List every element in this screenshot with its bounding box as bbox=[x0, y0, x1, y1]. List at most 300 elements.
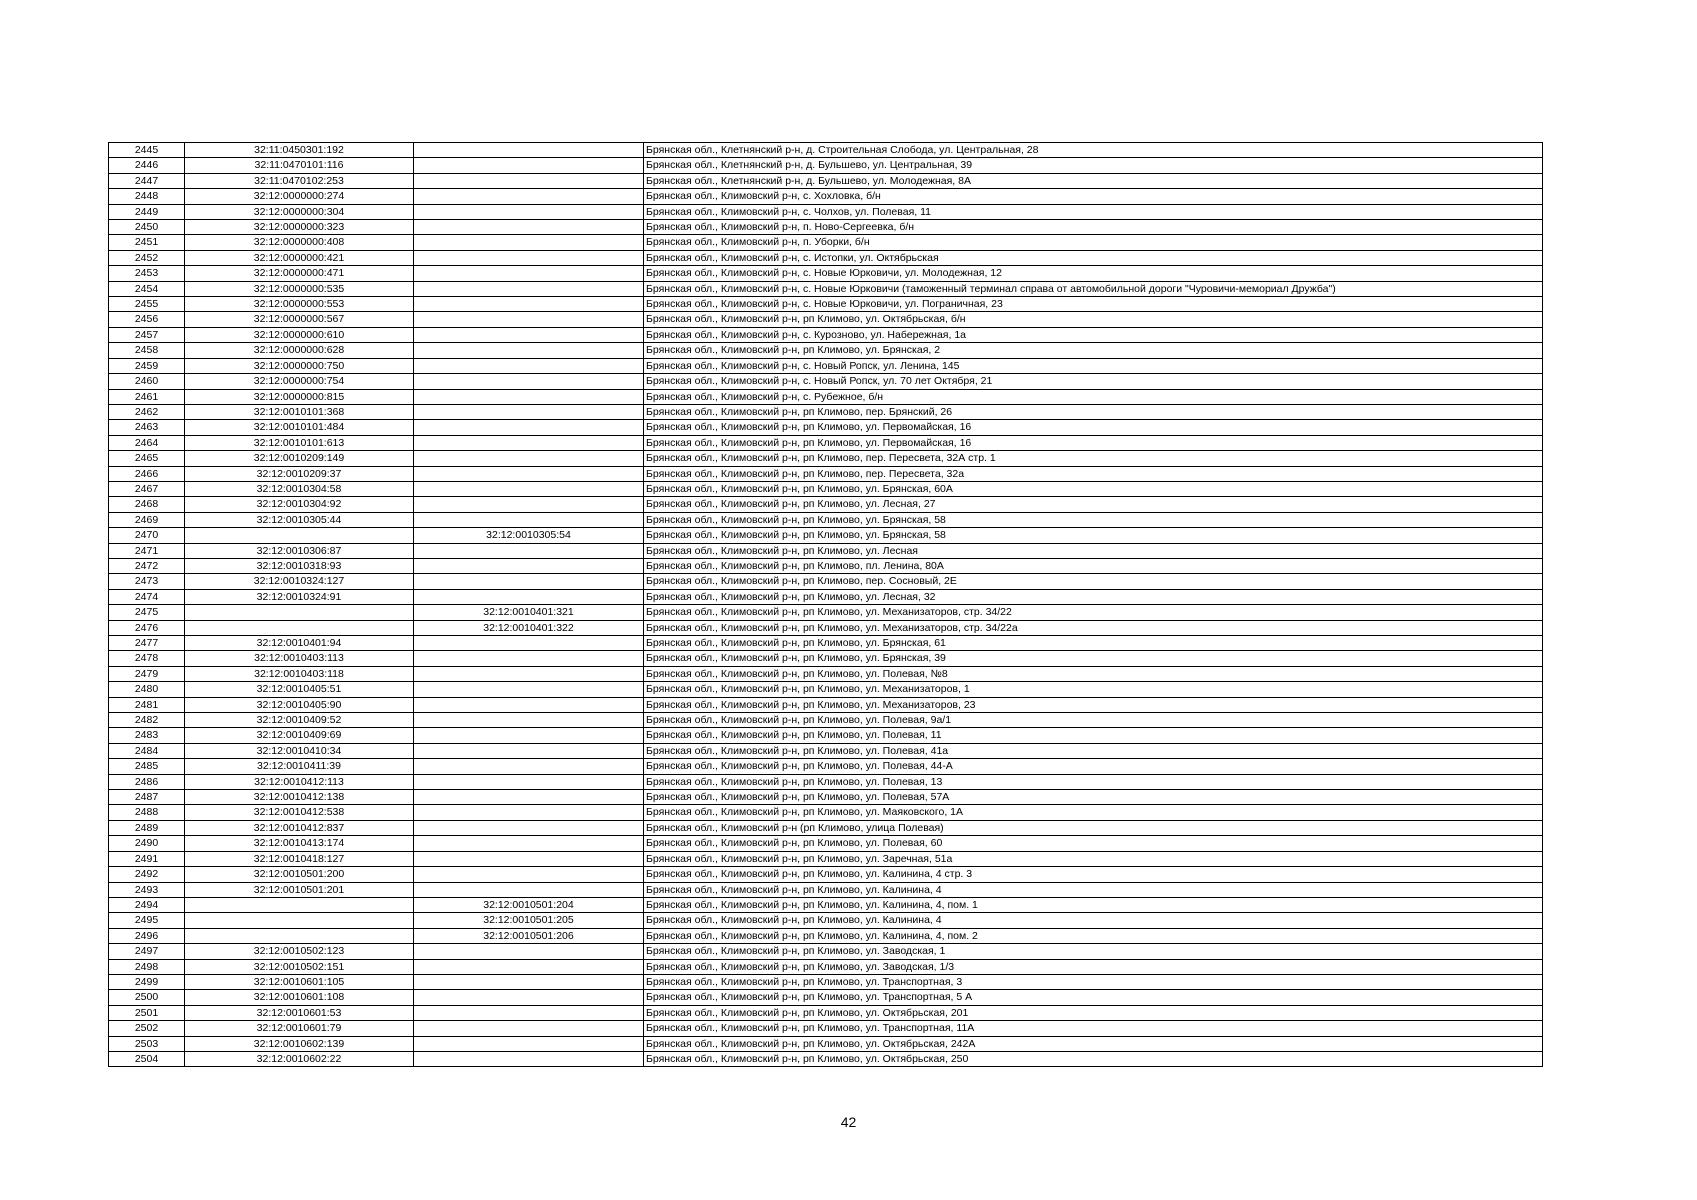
row-number-cell: 2453 bbox=[109, 266, 185, 281]
table-row bbox=[109, 235, 1543, 250]
address-cell: Брянская обл., Климовский р-н, рп Климово, ул. Брянская, 2 bbox=[644, 343, 1543, 358]
property-table bbox=[108, 142, 1543, 1067]
table-row bbox=[109, 343, 1543, 358]
cadastral-number-cell: 32:12:0010101:484 bbox=[185, 420, 414, 435]
address-cell: Брянская обл., Климовский р-н, рп Климово, пер. Пересвета, 32А стр. 1 bbox=[644, 451, 1543, 466]
cadastral-number-cell: 32:12:0010405:90 bbox=[185, 697, 414, 712]
address-cell: Брянская обл., Климовский р-н, рп Климово, ул. Транспортная, 11А bbox=[644, 1021, 1543, 1036]
row-number-cell: 2447 bbox=[109, 173, 185, 188]
cadastral-number-cell bbox=[185, 897, 414, 912]
table-row bbox=[109, 805, 1543, 820]
cadastral-number-extra-cell bbox=[414, 297, 644, 312]
row-number-cell: 2504 bbox=[109, 1051, 185, 1066]
cadastral-number-extra-cell: 32:12:0010305:54 bbox=[414, 528, 644, 543]
address-cell: Брянская обл., Климовский р-н, с. Новый Ропск, ул. 70 лет Октября, 21 bbox=[644, 374, 1543, 389]
cadastral-number-extra-cell bbox=[414, 1051, 644, 1066]
cadastral-number-cell: 32:12:0010209:149 bbox=[185, 451, 414, 466]
table-row bbox=[109, 420, 1543, 435]
cadastral-number-cell bbox=[185, 605, 414, 620]
table-row bbox=[109, 1021, 1543, 1036]
cadastral-number-cell: 32:11:0450301:192 bbox=[185, 143, 414, 158]
cadastral-number-extra-cell bbox=[414, 805, 644, 820]
address-cell: Брянская обл., Климовский р-н, с. Чолхов, ул. Полевая, 11 bbox=[644, 204, 1543, 219]
address-cell: Брянская обл., Климовский р-н, рп Климово, ул. Лесная bbox=[644, 543, 1543, 558]
address-cell: Брянская обл., Климовский р-н, рп Климово, ул. Полевая, 57А bbox=[644, 790, 1543, 805]
row-number-cell: 2484 bbox=[109, 743, 185, 758]
cadastral-number-cell: 32:12:0010413:174 bbox=[185, 836, 414, 851]
table-row bbox=[109, 836, 1543, 851]
address-cell: Брянская обл., Климовский р-н, рп Климово, ул. Калинина, 4 bbox=[644, 913, 1543, 928]
row-number-cell: 2490 bbox=[109, 836, 185, 851]
cadastral-number-extra-cell bbox=[414, 1021, 644, 1036]
row-number-cell: 2445 bbox=[109, 143, 185, 158]
row-number-cell: 2492 bbox=[109, 867, 185, 882]
address-cell: Брянская обл., Климовский р-н, рп Климово, ул. Октябрьская, б/н bbox=[644, 312, 1543, 327]
cadastral-number-extra-cell bbox=[414, 312, 644, 327]
table-row bbox=[109, 558, 1543, 573]
cadastral-number-extra-cell bbox=[414, 358, 644, 373]
table-row bbox=[109, 959, 1543, 974]
row-number-cell: 2459 bbox=[109, 358, 185, 373]
table-row bbox=[109, 466, 1543, 481]
table-row bbox=[109, 944, 1543, 959]
address-cell: Брянская обл., Климовский р-н, рп Климово, пл. Ленина, 80А bbox=[644, 558, 1543, 573]
address-cell: Брянская обл., Климовский р-н, с. Новые Юрковичи, ул. Пограничная, 23 bbox=[644, 297, 1543, 312]
row-number-cell: 2458 bbox=[109, 343, 185, 358]
table-row bbox=[109, 743, 1543, 758]
cadastral-number-extra-cell bbox=[414, 235, 644, 250]
table-row bbox=[109, 389, 1543, 404]
cadastral-number-extra-cell bbox=[414, 143, 644, 158]
address-cell: Брянская обл., Климовский р-н, рп Климово, ул. Калинина, 4 bbox=[644, 882, 1543, 897]
address-cell: Брянская обл., Климовский р-н, рп Климово, ул. Первомайская, 16 bbox=[644, 420, 1543, 435]
table-row bbox=[109, 404, 1543, 419]
address-cell: Брянская обл., Климовский р-н, рп Климово, ул. Механизаторов, стр. 34/22 bbox=[644, 605, 1543, 620]
address-cell: Брянская обл., Климовский р-н, рп Климово, ул. Полевая, 9а/1 bbox=[644, 713, 1543, 728]
cadastral-number-extra-cell bbox=[414, 1005, 644, 1020]
table-row bbox=[109, 913, 1543, 928]
address-cell: Брянская обл., Климовский р-н, п. Ново-Сергеевка, б/н bbox=[644, 220, 1543, 235]
table-row bbox=[109, 697, 1543, 712]
table-row bbox=[109, 481, 1543, 496]
cadastral-number-cell: 32:11:0470101:116 bbox=[185, 158, 414, 173]
table-row bbox=[109, 1051, 1543, 1066]
row-number-cell: 2501 bbox=[109, 1005, 185, 1020]
cadastral-number-extra-cell bbox=[414, 867, 644, 882]
row-number-cell: 2481 bbox=[109, 697, 185, 712]
table-row bbox=[109, 651, 1543, 666]
address-cell: Брянская обл., Клетнянский р-н, д. Бульшево, ул. Центральная, 39 bbox=[644, 158, 1543, 173]
cadastral-number-cell: 32:12:0010418:127 bbox=[185, 851, 414, 866]
address-cell: Брянская обл., Климовский р-н, рп Климово, ул. Заречная, 51а bbox=[644, 851, 1543, 866]
cadastral-number-extra-cell bbox=[414, 820, 644, 835]
row-number-cell: 2485 bbox=[109, 759, 185, 774]
row-number-cell: 2480 bbox=[109, 682, 185, 697]
row-number-cell: 2461 bbox=[109, 389, 185, 404]
address-cell: Брянская обл., Климовский р-н, рп Климово, пер. Сосновый, 2Е bbox=[644, 574, 1543, 589]
cadastral-number-cell: 32:12:0000000:610 bbox=[185, 327, 414, 342]
table-row bbox=[109, 297, 1543, 312]
cadastral-number-extra-cell bbox=[414, 774, 644, 789]
table-row bbox=[109, 451, 1543, 466]
table-row bbox=[109, 589, 1543, 604]
cadastral-number-cell: 32:12:0000000:323 bbox=[185, 220, 414, 235]
row-number-cell: 2488 bbox=[109, 805, 185, 820]
row-number-cell: 2482 bbox=[109, 713, 185, 728]
cadastral-number-cell: 32:12:0010403:118 bbox=[185, 666, 414, 681]
row-number-cell: 2483 bbox=[109, 728, 185, 743]
address-cell: Брянская обл., Климовский р-н, с. Хохловка, б/н bbox=[644, 189, 1543, 204]
table-row bbox=[109, 620, 1543, 635]
cadastral-number-cell: 32:12:0000000:628 bbox=[185, 343, 414, 358]
table-row bbox=[109, 897, 1543, 912]
cadastral-number-cell: 32:12:0010403:113 bbox=[185, 651, 414, 666]
row-number-cell: 2446 bbox=[109, 158, 185, 173]
cadastral-number-extra-cell bbox=[414, 959, 644, 974]
cadastral-number-cell: 32:12:0000000:535 bbox=[185, 281, 414, 296]
cadastral-number-cell: 32:12:0010318:93 bbox=[185, 558, 414, 573]
cadastral-number-cell bbox=[185, 528, 414, 543]
row-number-cell: 2469 bbox=[109, 512, 185, 527]
cadastral-number-extra-cell bbox=[414, 173, 644, 188]
table-row bbox=[109, 790, 1543, 805]
table-row bbox=[109, 312, 1543, 327]
cadastral-number-extra-cell bbox=[414, 435, 644, 450]
cadastral-number-cell: 32:12:0000000:754 bbox=[185, 374, 414, 389]
table-row bbox=[109, 1005, 1543, 1020]
cadastral-number-cell: 32:12:0010502:123 bbox=[185, 944, 414, 959]
row-number-cell: 2462 bbox=[109, 404, 185, 419]
row-number-cell: 2486 bbox=[109, 774, 185, 789]
address-cell: Брянская обл., Климовский р-н, рп Климово, ул. Транспортная, 5 А bbox=[644, 990, 1543, 1005]
cadastral-number-extra-cell bbox=[414, 713, 644, 728]
cadastral-number-extra-cell bbox=[414, 666, 644, 681]
table-row bbox=[109, 820, 1543, 835]
cadastral-number-cell: 32:12:0010409:52 bbox=[185, 713, 414, 728]
address-cell: Брянская обл., Климовский р-н, рп Климово, ул. Полевая, 41а bbox=[644, 743, 1543, 758]
cadastral-number-extra-cell bbox=[414, 204, 644, 219]
row-number-cell: 2489 bbox=[109, 820, 185, 835]
table-row bbox=[109, 281, 1543, 296]
cadastral-number-cell: 32:12:0010411:39 bbox=[185, 759, 414, 774]
address-cell: Брянская обл., Климовский р-н, рп Климово, ул. Полевая, 13 bbox=[644, 774, 1543, 789]
row-number-cell: 2452 bbox=[109, 250, 185, 265]
cadastral-number-cell: 32:12:0010601:108 bbox=[185, 990, 414, 1005]
address-cell: Брянская обл., Климовский р-н, рп Климово, ул. Транспортная, 3 bbox=[644, 974, 1543, 989]
table-row bbox=[109, 512, 1543, 527]
cadastral-number-cell: 32:12:0010324:91 bbox=[185, 589, 414, 604]
row-number-cell: 2491 bbox=[109, 851, 185, 866]
cadastral-number-cell: 32:12:0000000:274 bbox=[185, 189, 414, 204]
address-cell: Брянская обл., Климовский р-н, рп Климово, ул. Полевая, 60 bbox=[644, 836, 1543, 851]
address-cell: Брянская обл., Климовский р-н, рп Климово, ул. Механизаторов, 1 bbox=[644, 682, 1543, 697]
cadastral-number-extra-cell bbox=[414, 343, 644, 358]
row-number-cell: 2493 bbox=[109, 882, 185, 897]
address-cell: Брянская обл., Климовский р-н, рп Климово, ул. Брянская, 58 bbox=[644, 528, 1543, 543]
cadastral-number-extra-cell bbox=[414, 574, 644, 589]
table-row bbox=[109, 220, 1543, 235]
cadastral-number-extra-cell bbox=[414, 451, 644, 466]
cadastral-number-cell: 32:12:0010305:44 bbox=[185, 512, 414, 527]
table-row bbox=[109, 528, 1543, 543]
table-row bbox=[109, 759, 1543, 774]
cadastral-number-cell bbox=[185, 928, 414, 943]
table-row bbox=[109, 974, 1543, 989]
cadastral-number-extra-cell bbox=[414, 759, 644, 774]
table-row bbox=[109, 928, 1543, 943]
cadastral-number-cell: 32:12:0010304:58 bbox=[185, 481, 414, 496]
row-number-cell: 2467 bbox=[109, 481, 185, 496]
table-row bbox=[109, 682, 1543, 697]
table-row bbox=[109, 158, 1543, 173]
cadastral-number-extra-cell bbox=[414, 790, 644, 805]
cadastral-number-extra-cell bbox=[414, 497, 644, 512]
address-cell: Брянская обл., Климовский р-н, рп Климово, ул. Маяковского, 1А bbox=[644, 805, 1543, 820]
row-number-cell: 2497 bbox=[109, 944, 185, 959]
cadastral-number-extra-cell bbox=[414, 389, 644, 404]
address-cell: Брянская обл., Климовский р-н, рп Климово, ул. Механизаторов, 23 bbox=[644, 697, 1543, 712]
table-row bbox=[109, 327, 1543, 342]
address-cell: Брянская обл., Климовский р-н, рп Климово, ул. Заводская, 1/3 bbox=[644, 959, 1543, 974]
cadastral-number-cell bbox=[185, 913, 414, 928]
cadastral-number-extra-cell bbox=[414, 512, 644, 527]
row-number-cell: 2451 bbox=[109, 235, 185, 250]
table-row bbox=[109, 867, 1543, 882]
cadastral-number-cell: 32:12:0010306:87 bbox=[185, 543, 414, 558]
table-row bbox=[109, 250, 1543, 265]
cadastral-number-cell: 32:12:0000000:815 bbox=[185, 389, 414, 404]
table-row bbox=[109, 636, 1543, 651]
row-number-cell: 2449 bbox=[109, 204, 185, 219]
address-cell: Брянская обл., Климовский р-н, рп Климово, ул. Лесная, 32 bbox=[644, 589, 1543, 604]
row-number-cell: 2463 bbox=[109, 420, 185, 435]
cadastral-number-cell: 32:12:0000000:750 bbox=[185, 358, 414, 373]
cadastral-number-extra-cell bbox=[414, 990, 644, 1005]
row-number-cell: 2475 bbox=[109, 605, 185, 620]
cadastral-number-cell: 32:12:0010412:837 bbox=[185, 820, 414, 835]
row-number-cell: 2470 bbox=[109, 528, 185, 543]
table-row bbox=[109, 374, 1543, 389]
address-cell: Брянская обл., Климовский р-н, с. Новый Ропск, ул. Ленина, 145 bbox=[644, 358, 1543, 373]
cadastral-number-extra-cell bbox=[414, 728, 644, 743]
table-row bbox=[109, 851, 1543, 866]
table-body bbox=[109, 143, 1543, 1067]
cadastral-number-extra-cell bbox=[414, 1036, 644, 1051]
row-number-cell: 2448 bbox=[109, 189, 185, 204]
cadastral-number-extra-cell bbox=[414, 481, 644, 496]
address-cell: Брянская обл., Климовский р-н, рп Климово, ул. Брянская, 61 bbox=[644, 636, 1543, 651]
address-cell: Брянская обл., Климовский р-н, рп Климово, ул. Полевая, 11 bbox=[644, 728, 1543, 743]
row-number-cell: 2479 bbox=[109, 666, 185, 681]
cadastral-number-cell: 32:12:0010501:200 bbox=[185, 867, 414, 882]
table-row bbox=[109, 497, 1543, 512]
row-number-cell: 2474 bbox=[109, 589, 185, 604]
table-row bbox=[109, 574, 1543, 589]
cadastral-number-cell: 32:12:0010409:69 bbox=[185, 728, 414, 743]
table-row bbox=[109, 666, 1543, 681]
address-cell: Брянская обл., Климовский р-н, п. Уборки, б/н bbox=[644, 235, 1543, 250]
cadastral-number-cell: 32:12:0010412:538 bbox=[185, 805, 414, 820]
address-cell: Брянская обл., Клетнянский р-н, д. Строительная Слобода, ул. Центральная, 28 bbox=[644, 143, 1543, 158]
row-number-cell: 2500 bbox=[109, 990, 185, 1005]
table-row bbox=[109, 266, 1543, 281]
row-number-cell: 2450 bbox=[109, 220, 185, 235]
cadastral-number-extra-cell bbox=[414, 836, 644, 851]
row-number-cell: 2496 bbox=[109, 928, 185, 943]
table-row bbox=[109, 882, 1543, 897]
cadastral-number-cell: 32:12:0000000:421 bbox=[185, 250, 414, 265]
row-number-cell: 2476 bbox=[109, 620, 185, 635]
cadastral-number-cell: 32:12:0010602:22 bbox=[185, 1051, 414, 1066]
table-row bbox=[109, 774, 1543, 789]
table-row bbox=[109, 605, 1543, 620]
table-row bbox=[109, 189, 1543, 204]
cadastral-number-extra-cell: 32:12:0010401:322 bbox=[414, 620, 644, 635]
address-cell: Брянская обл., Климовский р-н, рп Климово, ул. Заводская, 1 bbox=[644, 944, 1543, 959]
property-table-container bbox=[108, 142, 1542, 1067]
address-cell: Брянская обл., Климовский р-н, рп Климово, ул. Калинина, 4, пом. 1 bbox=[644, 897, 1543, 912]
cadastral-number-cell: 32:12:0000000:408 bbox=[185, 235, 414, 250]
address-cell: Брянская обл., Климовский р-н, с. Новые Юрковичи (таможенный терминал справа от автомобильной дороги "Чуровичи-мемориал Дружба") bbox=[644, 281, 1543, 296]
cadastral-number-cell: 32:11:0470102:253 bbox=[185, 173, 414, 188]
cadastral-number-extra-cell bbox=[414, 743, 644, 758]
row-number-cell: 2477 bbox=[109, 636, 185, 651]
table-row bbox=[109, 990, 1543, 1005]
cadastral-number-cell: 32:12:0000000:553 bbox=[185, 297, 414, 312]
cadastral-number-cell bbox=[185, 620, 414, 635]
cadastral-number-cell: 32:12:0010412:138 bbox=[185, 790, 414, 805]
address-cell: Брянская обл., Климовский р-н, рп Климово, ул. Октябрьская, 250 bbox=[644, 1051, 1543, 1066]
row-number-cell: 2495 bbox=[109, 913, 185, 928]
address-cell: Брянская обл., Климовский р-н, рп Климово, пер. Брянский, 26 bbox=[644, 404, 1543, 419]
cadastral-number-cell: 32:12:0010601:53 bbox=[185, 1005, 414, 1020]
cadastral-number-extra-cell bbox=[414, 281, 644, 296]
cadastral-number-extra-cell bbox=[414, 944, 644, 959]
address-cell: Брянская обл., Климовский р-н, рп Климово, ул. Октябрьская, 242А bbox=[644, 1036, 1543, 1051]
row-number-cell: 2498 bbox=[109, 959, 185, 974]
address-cell: Брянская обл., Климовский р-н (рп Климово, улица Полевая) bbox=[644, 820, 1543, 835]
cadastral-number-extra-cell bbox=[414, 651, 644, 666]
cadastral-number-cell: 32:12:0000000:471 bbox=[185, 266, 414, 281]
row-number-cell: 2455 bbox=[109, 297, 185, 312]
cadastral-number-extra-cell bbox=[414, 851, 644, 866]
address-cell: Брянская обл., Климовский р-н, рп Климово, ул. Брянская, 58 bbox=[644, 512, 1543, 527]
cadastral-number-extra-cell: 32:12:0010501:206 bbox=[414, 928, 644, 943]
row-number-cell: 2468 bbox=[109, 497, 185, 512]
row-number-cell: 2487 bbox=[109, 790, 185, 805]
cadastral-number-extra-cell bbox=[414, 682, 644, 697]
row-number-cell: 2471 bbox=[109, 543, 185, 558]
cadastral-number-cell: 32:12:0010304:92 bbox=[185, 497, 414, 512]
row-number-cell: 2473 bbox=[109, 574, 185, 589]
address-cell: Брянская обл., Климовский р-н, рп Климово, ул. Брянская, 60А bbox=[644, 481, 1543, 496]
cadastral-number-extra-cell: 32:12:0010501:204 bbox=[414, 897, 644, 912]
address-cell: Брянская обл., Климовский р-н, с. Рубежное, б/н bbox=[644, 389, 1543, 404]
cadastral-number-cell: 32:12:0010410:34 bbox=[185, 743, 414, 758]
table-row bbox=[109, 543, 1543, 558]
address-cell: Брянская обл., Климовский р-н, с. Курозново, ул. Набережная, 1а bbox=[644, 327, 1543, 342]
cadastral-number-extra-cell: 32:12:0010501:205 bbox=[414, 913, 644, 928]
cadastral-number-cell: 32:12:0010101:613 bbox=[185, 435, 414, 450]
address-cell: Брянская обл., Климовский р-н, рп Климово, ул. Калинина, 4, пом. 2 bbox=[644, 928, 1543, 943]
address-cell: Брянская обл., Климовский р-н, рп Климово, ул. Октябрьская, 201 bbox=[644, 1005, 1543, 1020]
cadastral-number-extra-cell bbox=[414, 404, 644, 419]
cadastral-number-cell: 32:12:0010602:139 bbox=[185, 1036, 414, 1051]
cadastral-number-extra-cell bbox=[414, 882, 644, 897]
cadastral-number-cell: 32:12:0010209:37 bbox=[185, 466, 414, 481]
table-row bbox=[109, 728, 1543, 743]
address-cell: Брянская обл., Климовский р-н, с. Новые Юрковичи, ул. Молодежная, 12 bbox=[644, 266, 1543, 281]
cadastral-number-cell: 32:12:0010502:151 bbox=[185, 959, 414, 974]
cadastral-number-cell: 32:12:0010101:368 bbox=[185, 404, 414, 419]
cadastral-number-extra-cell bbox=[414, 158, 644, 173]
table-row bbox=[109, 713, 1543, 728]
table-row bbox=[109, 204, 1543, 219]
row-number-cell: 2503 bbox=[109, 1036, 185, 1051]
address-cell: Брянская обл., Климовский р-н, рп Климово, ул. Калинина, 4 стр. 3 bbox=[644, 867, 1543, 882]
address-cell: Брянская обл., Климовский р-н, рп Климово, ул. Лесная, 27 bbox=[644, 497, 1543, 512]
cadastral-number-extra-cell bbox=[414, 189, 644, 204]
address-cell: Брянская обл., Климовский р-н, рп Климово, ул. Механизаторов, стр. 34/22а bbox=[644, 620, 1543, 635]
cadastral-number-cell: 32:12:0000000:567 bbox=[185, 312, 414, 327]
address-cell: Брянская обл., Климовский р-н, рп Климово, ул. Полевая, №8 bbox=[644, 666, 1543, 681]
table-row bbox=[109, 143, 1543, 158]
cadastral-number-cell: 32:12:0000000:304 bbox=[185, 204, 414, 219]
row-number-cell: 2456 bbox=[109, 312, 185, 327]
row-number-cell: 2460 bbox=[109, 374, 185, 389]
row-number-cell: 2465 bbox=[109, 451, 185, 466]
table-row bbox=[109, 173, 1543, 188]
cadastral-number-extra-cell bbox=[414, 374, 644, 389]
row-number-cell: 2457 bbox=[109, 327, 185, 342]
cadastral-number-cell: 32:12:0010401:94 bbox=[185, 636, 414, 651]
cadastral-number-extra-cell bbox=[414, 558, 644, 573]
address-cell: Брянская обл., Клетнянский р-н, д. Бульшево, ул. Молодежная, 8А bbox=[644, 173, 1543, 188]
address-cell: Брянская обл., Климовский р-н, рп Климово, ул. Первомайская, 16 bbox=[644, 435, 1543, 450]
cadastral-number-cell: 32:12:0010405:51 bbox=[185, 682, 414, 697]
cadastral-number-extra-cell bbox=[414, 697, 644, 712]
page-number: 42 bbox=[840, 1114, 857, 1130]
cadastral-number-extra-cell: 32:12:0010401:321 bbox=[414, 605, 644, 620]
cadastral-number-extra-cell bbox=[414, 466, 644, 481]
cadastral-number-extra-cell bbox=[414, 327, 644, 342]
row-number-cell: 2478 bbox=[109, 651, 185, 666]
row-number-cell: 2472 bbox=[109, 558, 185, 573]
address-cell: Брянская обл., Климовский р-н, рп Климово, ул. Брянская, 39 bbox=[644, 651, 1543, 666]
cadastral-number-extra-cell bbox=[414, 420, 644, 435]
cadastral-number-extra-cell bbox=[414, 250, 644, 265]
cadastral-number-extra-cell bbox=[414, 543, 644, 558]
address-cell: Брянская обл., Климовский р-н, рп Климово, ул. Полевая, 44-А bbox=[644, 759, 1543, 774]
cadastral-number-extra-cell bbox=[414, 974, 644, 989]
row-number-cell: 2454 bbox=[109, 281, 185, 296]
table-row bbox=[109, 358, 1543, 373]
row-number-cell: 2494 bbox=[109, 897, 185, 912]
cadastral-number-cell: 32:12:0010412:113 bbox=[185, 774, 414, 789]
row-number-cell: 2499 bbox=[109, 974, 185, 989]
cadastral-number-extra-cell bbox=[414, 636, 644, 651]
cadastral-number-extra-cell bbox=[414, 220, 644, 235]
address-cell: Брянская обл., Климовский р-н, с. Истопки, ул. Октябрьская bbox=[644, 250, 1543, 265]
row-number-cell: 2464 bbox=[109, 435, 185, 450]
cadastral-number-cell: 32:12:0010324:127 bbox=[185, 574, 414, 589]
cadastral-number-extra-cell bbox=[414, 589, 644, 604]
cadastral-number-extra-cell bbox=[414, 266, 644, 281]
cadastral-number-cell: 32:12:0010501:201 bbox=[185, 882, 414, 897]
table-row bbox=[109, 435, 1543, 450]
row-number-cell: 2502 bbox=[109, 1021, 185, 1036]
address-cell: Брянская обл., Климовский р-н, рп Климово, пер. Пересвета, 32а bbox=[644, 466, 1543, 481]
